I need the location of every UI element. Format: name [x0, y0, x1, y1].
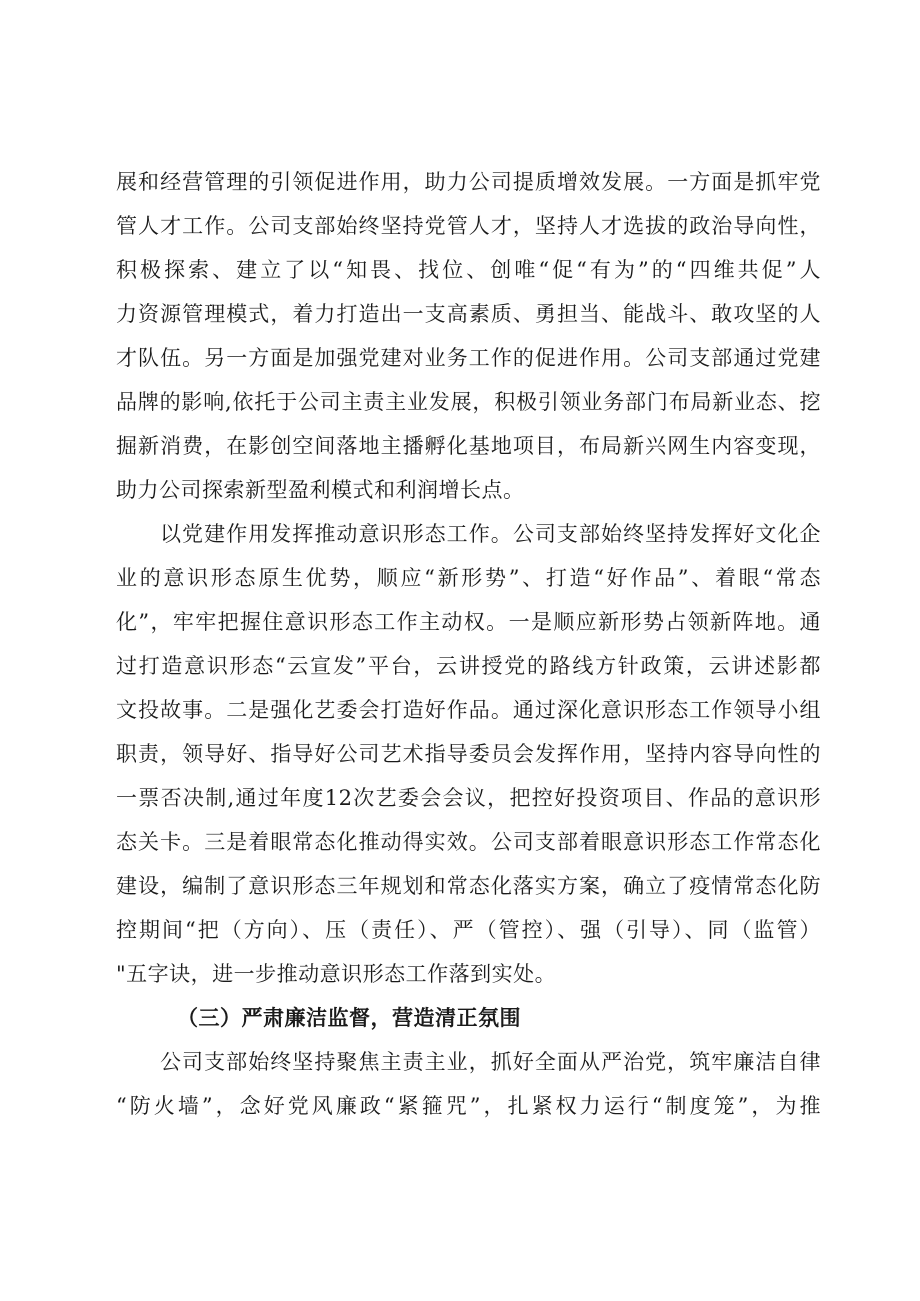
paragraph-2-line-11: "五字诀，进一步推动意识形态工作落到实处。 [116, 962, 557, 986]
paragraph-2-line-9: 建设，编制了意识形态三年规划和常态化落实方案，确立了疫情常态化防 [116, 874, 821, 898]
paragraph-1-line-4: 力资源管理模式，着力打造出一支高素质、勇担当、能战斗、敢攻坚的人 [116, 302, 821, 326]
paragraph-1-line-1: 展和经营管理的引领促进作用，助力公司提质增效发展。一方面是抓牢党 [116, 170, 821, 194]
paragraph-1-line-3: 积极探索、建立了以“知畏、找位、创唯“促“有为”的“四维共促”人 [116, 258, 821, 282]
paragraph-1-line-2: 管人才工作。公司支部始终坚持党管人才，坚持人才选拔的政治导向性， [116, 214, 821, 238]
paragraph-2-line-4: 过打造意识形态“云宣发”平台，云讲授党的路线方针政策，云讲述影都 [116, 654, 821, 678]
paragraph-2-line-5: 文投故事。二是强化艺委会打造好作品。通过深化意识形态工作领导小组 [116, 698, 821, 722]
paragraph-1-line-7: 掘新消费，在影创空间落地主播孵化基地项目，布局新兴网生内容变现， [116, 434, 821, 458]
paragraph-1-line-6: 品牌的影响,依托于公司主责主业发展，积极引领业务部门布局新业态、挖 [116, 390, 821, 414]
paragraph-2-line-10: 控期间“把（方向）、压（责任）、严（管控）、强（引导）、同（监管） [116, 918, 821, 942]
paragraph-2-line-1: 以党建作用发挥推动意识形态工作。公司支部始终坚持发挥好文化企 [160, 522, 821, 546]
paragraph-3-line-2: “防火墙”，念好党风廉政“紧箍咒”，扎紧权力运行“制度笼”，为推 [116, 1094, 821, 1118]
section-heading: （三）严肃廉洁监督，营造清正氛围 [177, 1005, 521, 1030]
paragraph-2-line-6: 职责，领导好、指导好公司艺术指导委员会发挥作用，坚持内容导向性的 [116, 742, 821, 766]
paragraph-2-line-8: 态关卡。三是着眼常态化推动得实效。公司支部着眼意识形态工作常态化 [116, 830, 821, 854]
paragraph-2-line-2: 业的意识形态原生优势，顺应“新形势”、打造“好作品”、着眼“常态 [116, 566, 821, 590]
paragraph-1-line-8: 助力公司探索新型盈利模式和利润增长点。 [116, 478, 525, 502]
paragraph-2-line-7: 一票否决制,通过年度12次艺委会会议，把控好投资项目、作品的意识形 [116, 786, 821, 810]
paragraph-3-line-1: 公司支部始终坚持聚焦主责主业，抓好全面从严治党，筑牢廉洁自律 [160, 1050, 821, 1074]
paragraph-1-line-5: 才队伍。另一方面是加强党建对业务工作的促进作用。公司支部通过党建 [116, 346, 821, 370]
paragraph-2-line-3: 化”，牢牢把握住意识形态工作主动权。一是顺应新形势占领新阵地。通 [116, 610, 821, 634]
